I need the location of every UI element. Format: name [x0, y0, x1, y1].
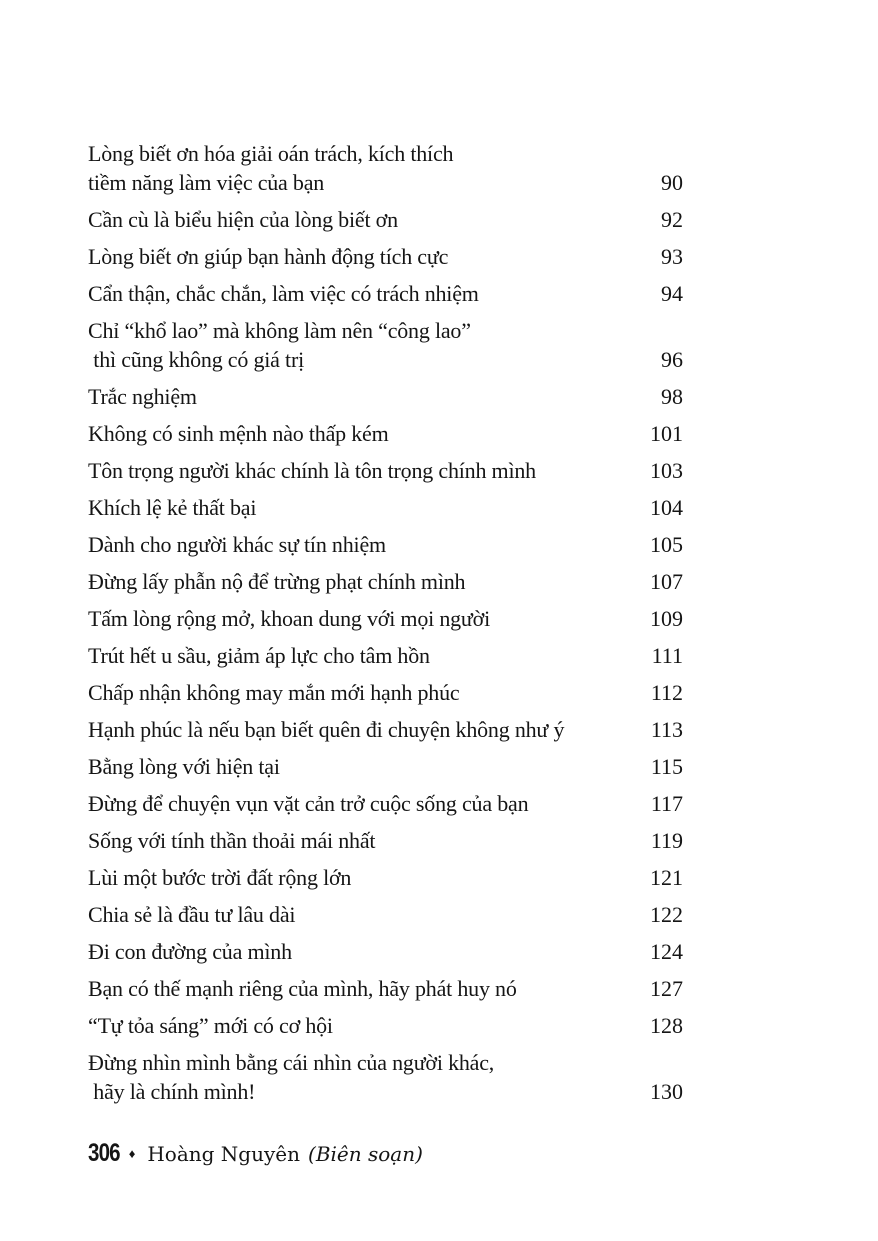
toc-entry-title: [88, 205, 398, 234]
toc-entry-line: Cẩn thận, chắc chắn, làm việc có trách nhiệm: [88, 281, 479, 306]
toc-entry-page: 122: [650, 902, 683, 927]
toc-entry-page: 98: [661, 384, 683, 409]
toc-entry-page: 104: [650, 495, 683, 520]
toc-entry: [88, 279, 683, 308]
toc-entry-line: Hạnh phúc là nếu bạn biết quên đi chuyện không như ý: [88, 717, 565, 742]
toc-entry-title: [88, 493, 256, 522]
toc-entry: [88, 678, 683, 707]
toc-entry-title: [88, 279, 479, 308]
toc-entry-line: Đừng nhìn mình bằng cái nhìn của người khác,: [88, 1050, 495, 1075]
toc-entry-line: Không có sinh mệnh nào thấp kém: [88, 421, 389, 446]
folio-number: 306: [88, 1139, 120, 1167]
toc-entry-title: [88, 316, 471, 374]
toc-entry-page: 111: [651, 643, 683, 668]
page-footer: [88, 1139, 423, 1168]
toc-entry-title: [88, 789, 528, 818]
toc-entry-title: [88, 826, 375, 855]
toc-entry-title: [88, 752, 280, 781]
toc-entry-title: [88, 863, 351, 892]
toc-entry-page: 103: [650, 458, 683, 483]
author-name: Hoàng Nguyên: [147, 1141, 301, 1166]
toc-entry-page: 127: [650, 976, 683, 1001]
toc-entry-line: Lòng biết ơn giúp bạn hành động tích cực: [88, 244, 449, 269]
toc-entry-line: Bằng lòng với hiện tại: [88, 754, 280, 779]
toc-entry: [88, 826, 683, 855]
toc-entry-title: [88, 715, 564, 744]
toc-entry-page: 112: [650, 680, 683, 705]
toc-entry-line: thì cũng không có giá trị: [88, 347, 304, 372]
toc-entry-title: [88, 604, 490, 633]
toc-entry-line: Đi con đường của mình: [88, 939, 292, 964]
toc-entry-title: [88, 419, 389, 448]
toc-entry: [88, 715, 683, 744]
toc-entry-line: Đừng để chuyện vụn vặt cản trở cuộc sống của bạn: [88, 791, 529, 816]
toc-entry-page: 92: [661, 207, 683, 232]
toc-entry-title: [88, 567, 465, 596]
toc-entry-page: 121: [650, 865, 683, 890]
toc-entry-page: 90: [661, 170, 683, 195]
toc-entry-line: Lòng biết ơn hóa giải oán trách, kích thích: [88, 141, 454, 166]
toc-entry-page: 96: [661, 347, 683, 372]
toc-entry: [88, 139, 683, 197]
toc-entry: [88, 205, 683, 234]
toc-entry-page: 119: [650, 828, 683, 853]
toc-entry-line: Dành cho người khác sự tín nhiệm: [88, 532, 386, 557]
toc-entry: [88, 863, 683, 892]
toc-entry-page: 109: [650, 606, 683, 631]
toc-entry: [88, 493, 683, 522]
toc-entry-page: 101: [650, 421, 683, 446]
toc-entry-line: Lùi một bước trời đất rộng lớn: [88, 865, 352, 890]
toc-entry-page: 113: [650, 717, 683, 742]
toc-entry-line: Sống với tính thần thoải mái nhất: [88, 828, 376, 853]
toc-entry: [88, 530, 683, 559]
author-role: (Biên soạn): [308, 1141, 423, 1166]
toc-entry-title: [88, 1048, 494, 1106]
toc-entry: [88, 382, 683, 411]
toc-entry-title: [88, 530, 386, 559]
toc-entry-line: Chỉ “khổ lao” mà không làm nên “công lao”: [88, 318, 471, 343]
toc-entry-page: 124: [650, 939, 683, 964]
toc-entry: [88, 974, 683, 1003]
toc-entry-title: [88, 678, 459, 707]
toc-entry-page: 93: [661, 244, 683, 269]
toc-entry-title: [88, 1011, 333, 1040]
toc-entry-title: [88, 974, 517, 1003]
toc-entry: [88, 567, 683, 596]
toc-entry-title: [88, 641, 430, 670]
toc-list: [88, 139, 683, 1114]
toc-entry: [88, 316, 683, 374]
toc-entry-line: Khích lệ kẻ thất bại: [88, 495, 257, 520]
toc-entry-title: [88, 382, 197, 411]
diamond-icon: ♦: [128, 1145, 136, 1161]
toc-entry-line: Trắc nghiệm: [88, 384, 197, 409]
toc-entry: [88, 604, 683, 633]
toc-entry-page: 130: [650, 1079, 683, 1104]
toc-entry: [88, 641, 683, 670]
toc-entry-title: [88, 937, 292, 966]
toc-entry: [88, 900, 683, 929]
toc-entry-title: [88, 139, 453, 197]
toc-entry-line: “Tự tỏa sáng” mới có cơ hội: [88, 1013, 333, 1038]
toc-entry: [88, 937, 683, 966]
toc-entry-title: [88, 456, 536, 485]
toc-entry: [88, 419, 683, 448]
toc-entry-title: [88, 242, 448, 271]
toc-entry-line: Tôn trọng người khác chính là tôn trọng chính mình: [88, 458, 536, 483]
toc-entry: [88, 1048, 683, 1106]
toc-entry-page: 115: [650, 754, 683, 779]
toc-entry-page: 94: [661, 281, 683, 306]
toc-entry-page: 117: [650, 791, 683, 816]
toc-entry: [88, 752, 683, 781]
toc-entry-line: Chấp nhận không may mắn mới hạnh phúc: [88, 680, 460, 705]
toc-entry-page: 107: [650, 569, 683, 594]
toc-entry-line: Đừng lấy phẫn nộ để trừng phạt chính mình: [88, 569, 466, 594]
toc-entry-line: Chia sẻ là đầu tư lâu dài: [88, 902, 296, 927]
toc-entry: [88, 456, 683, 485]
toc-entry: [88, 1011, 683, 1040]
toc-entry-line: Trút hết u sầu, giảm áp lực cho tâm hồn: [88, 643, 430, 668]
toc-entry-line: tiềm năng làm việc của bạn: [88, 170, 325, 195]
toc-entry-line: Cần cù là biểu hiện của lòng biết ơn: [88, 207, 398, 232]
toc-entry: [88, 242, 683, 271]
toc-entry: [88, 789, 683, 818]
toc-entry-page: 128: [650, 1013, 683, 1038]
toc-entry-line: hãy là chính mình!: [88, 1079, 256, 1104]
toc-entry-line: Bạn có thế mạnh riêng của mình, hãy phát huy nó: [88, 976, 517, 1001]
toc-entry-line: Tấm lòng rộng mở, khoan dung với mọi người: [88, 606, 491, 631]
toc-entry-page: 105: [650, 532, 683, 557]
toc-entry-title: [88, 900, 295, 929]
